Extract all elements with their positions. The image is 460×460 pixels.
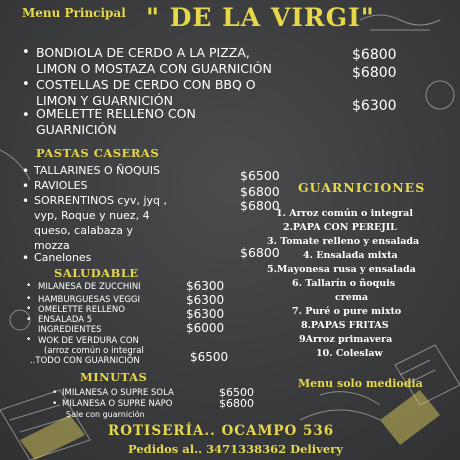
guarnicion-item: 4. Ensalada mixta bbox=[303, 250, 398, 261]
saludable-item-2-price: $6300 bbox=[186, 293, 225, 307]
guarnicion-item: 2.PAPA CON PEREJIL bbox=[283, 222, 397, 233]
saludable-item-5-line1: WOK DE VERDURA CON bbox=[38, 336, 139, 346]
minutas-bullet: • bbox=[52, 399, 58, 409]
main-item-1-line1: BONDIOLA DE CERDO A LA PIZZA, bbox=[36, 45, 250, 60]
minutas-item-1-price: $6500 bbox=[219, 386, 254, 399]
main-item-2-price: $6800 bbox=[352, 65, 397, 81]
guarnicion-item: 1. Arroz común o integral bbox=[276, 208, 413, 219]
main-item-2-line1: COSTELLAS DE CERDO CON BBQ O bbox=[36, 77, 256, 92]
minutas-item-1: IMILANESA O SUPRE SOLA bbox=[62, 388, 174, 398]
footer-orders: Pedidos al.. 3471338362 Delivery bbox=[128, 442, 343, 456]
guarnicion-item: 5.Mayonesa rusa y ensalada bbox=[267, 264, 416, 275]
saludable-item-1: MILANESA DE ZUCCHINI bbox=[38, 282, 141, 292]
main-item-bullet: • bbox=[22, 77, 30, 92]
pasta-item-4-price: $6800 bbox=[240, 245, 280, 260]
saludable-item-3: OMELETTE RELLENO bbox=[38, 305, 125, 315]
minutas-bullet: • bbox=[52, 388, 58, 398]
pasta-item-4: Canelones bbox=[34, 251, 92, 264]
saludable-bullet: • bbox=[26, 304, 32, 314]
pasta-bullet: • bbox=[22, 194, 30, 208]
main-item-bullet: • bbox=[22, 45, 30, 60]
pasta-item-3-price: $6800 bbox=[240, 198, 280, 213]
pasta-item-3-line4: mozza bbox=[34, 239, 70, 252]
main-item-1-price: $6800 bbox=[352, 47, 397, 63]
pasta-item-2: RAVIOLES bbox=[34, 179, 88, 192]
saludable-bullet: • bbox=[26, 281, 32, 291]
main-item-3-line1: OMELETTE RELLENO CON bbox=[36, 106, 196, 121]
saludable-item-2: HAMBURGUESAS VEGGI bbox=[38, 295, 141, 305]
saludable-bullet: • bbox=[26, 315, 32, 325]
pasta-item-3-line2: vyp, Roque y nuez, 4 bbox=[34, 209, 150, 222]
main-item-bullet: • bbox=[22, 108, 30, 123]
guarnicion-item: 7. Puré o pure mixto bbox=[292, 306, 402, 317]
pasta-item-3-line3: queso, calabaza y bbox=[34, 224, 134, 237]
main-item-3-price: $6300 bbox=[352, 98, 397, 114]
saludable-bullet: • bbox=[26, 335, 32, 345]
guarnicion-item: 8.PAPAS FRITAS bbox=[301, 320, 389, 331]
guarnicion-item: 6. Tallarín o ñoquis bbox=[292, 278, 396, 289]
main-item-3-line2: GUARNICIÓN bbox=[36, 122, 117, 137]
menu-mediodia-note: Menu solo mediodia bbox=[298, 377, 423, 390]
main-item-1-line2: LIMON O MOSTAZA CON GUARNICIÓN bbox=[36, 61, 272, 76]
pasta-bullet: • bbox=[22, 251, 30, 265]
minutas-item-2: MILANESA O SUPRE NAPO bbox=[62, 399, 173, 409]
pasta-bullet: • bbox=[22, 179, 30, 193]
brand-title: " DE LA VIRGI" bbox=[146, 3, 375, 32]
main-item-2-line2: LIMON Y GUARNICIÓN bbox=[36, 93, 173, 108]
minutas-item-2-price: $6800 bbox=[219, 397, 254, 410]
pasta-item-1: TALLARINES O ÑOQUIS bbox=[34, 164, 160, 177]
saludable-item-4-price-b: $6000 bbox=[186, 321, 225, 335]
menu-principal-label: Menu Principal bbox=[22, 6, 126, 20]
saludable-item-4-line2: INGREDIENTES bbox=[38, 325, 102, 335]
saludable-item-5-line2: (arroz común o integral bbox=[44, 346, 144, 356]
pasta-item-3-line1: SORRENTINOS cyv, jyq , bbox=[34, 194, 168, 207]
saludable-heading: SALUDABLE bbox=[54, 266, 139, 280]
minutas-heading: MINUTAS bbox=[80, 370, 148, 384]
saludable-item-4-price-a: $6300 bbox=[186, 307, 225, 321]
pasta-item-1-price: $6500 bbox=[240, 168, 280, 183]
footer-address: ROTISERÍA.. OCAMPO 536 bbox=[108, 423, 335, 439]
saludable-item-5-line3: ..TODO CON GUARNICIÓN bbox=[30, 356, 140, 366]
pasta-bullet: • bbox=[22, 164, 30, 178]
guarniciones-heading: GUARNICIONES bbox=[298, 180, 426, 195]
guarnicion-item: 10. Coleslaw bbox=[316, 348, 383, 359]
guarnicion-item: 3. Tomate relleno y ensalada bbox=[267, 236, 420, 247]
pasta-item-2-price: $6800 bbox=[240, 184, 280, 199]
saludable-item-1-price: $6300 bbox=[186, 279, 225, 293]
saludable-bullet: • bbox=[26, 294, 32, 304]
saludable-item-4-line1: ENSALADA 5 bbox=[38, 315, 93, 325]
guarnicion-item: crema bbox=[335, 292, 369, 303]
pastas-heading: PASTAS CASERAS bbox=[36, 146, 160, 160]
saludable-item-5-price: $6500 bbox=[190, 350, 229, 364]
minutas-note: Sale con guarnición bbox=[66, 410, 145, 419]
guarnicion-item: 9Arroz primavera bbox=[299, 334, 393, 345]
